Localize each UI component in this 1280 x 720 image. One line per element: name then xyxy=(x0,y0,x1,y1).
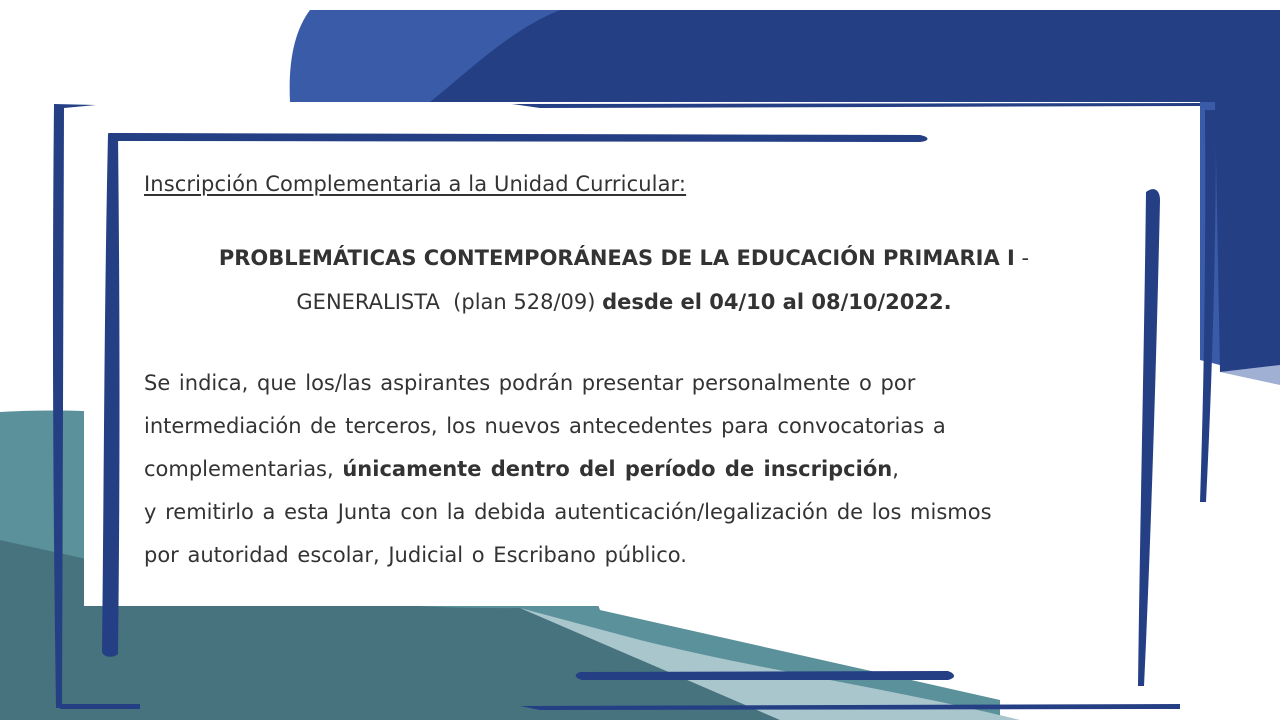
body-line-4: y remitirlo a esta Junta con la debida autenticación/legalización de los mismos xyxy=(144,500,992,524)
body-line-2: intermediación de terceros, los nuevos antecedentes para convocatorias a xyxy=(144,414,946,438)
frame-bottom-inner xyxy=(576,671,954,680)
heading: Inscripción Complementaria a la Unidad Curricular: xyxy=(144,172,687,196)
title-bold: PROBLEMÁTICAS CONTEMPORÁNEAS DE LA EDUCACIÓN PRIMARIA I xyxy=(218,246,1015,270)
title-plan: GENERALISTA (plan 528/09) xyxy=(296,290,603,314)
body-line-3 xyxy=(144,448,1124,491)
body-line-3-start: complementarias, xyxy=(144,457,343,481)
body-line-3-end: , xyxy=(892,457,899,481)
title-line-1 xyxy=(124,236,1124,280)
course-title xyxy=(124,236,1124,324)
frame-bottom-left xyxy=(60,704,140,709)
body-line-3-emphasis: únicamente dentro del período de inscripción xyxy=(342,457,893,481)
body-line-5: por autoridad escolar, Judicial o Escribano público. xyxy=(144,543,687,567)
title-dates: desde el 04/10 al 08/10/2022. xyxy=(602,290,952,314)
title-separator: - xyxy=(1014,246,1030,270)
title-line-2 xyxy=(124,280,1124,324)
body-line-1: Se indica, que los/las aspirantes podrán presentar personalmente o por xyxy=(144,371,916,395)
body-text xyxy=(144,362,1124,577)
